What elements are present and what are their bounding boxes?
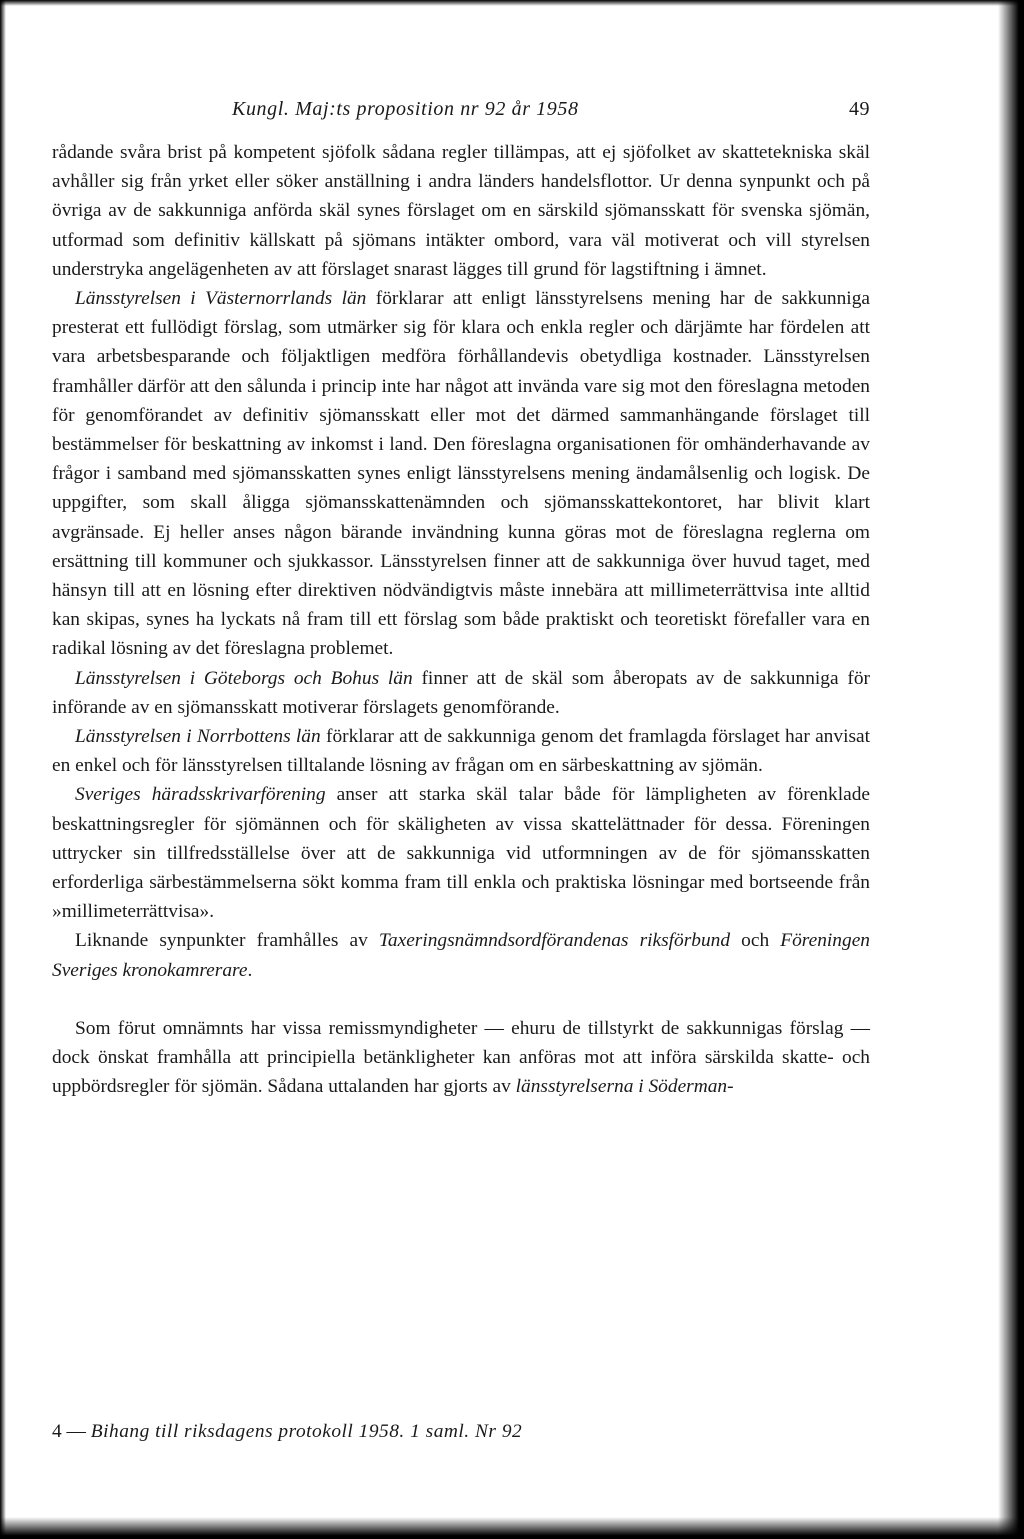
paragraph-lead: Länsstyrelsen i Västernorrlands län: [75, 288, 367, 310]
paragraph-continuation: [52, 138, 870, 284]
paragraph-text: .: [247, 959, 253, 981]
paragraph-vasternorrland: [52, 284, 870, 664]
paragraph-text: Liknande synpunkter framhålles av: [75, 930, 379, 952]
scan-edge-right: [998, 0, 1024, 1539]
paragraph-remissmyndigheter: [52, 1014, 870, 1102]
paragraph-text: anser att starka skäl talar både för lämpligheten av förenklade beskattningsregler för sjömännen och för skäligheten av vissa skattelättnader för dessa. Föreningen uttrycker sin tillfredsställelse över att de sakkunniga vid utformningen av de för sjömansskatten erforderliga särbestämmelserna sökt komma fram till enkla och praktiska lösningar med bortseende från »millimeterrättvisa».: [52, 784, 870, 923]
paragraph-text: förklarar att de sakkunniga genom det framlagda förslaget har anvisat en enkel och för länsstyrelsen tilltalande lösning av frågan om en särbeskattning av sjömän.: [52, 726, 870, 777]
footer-text: Bihang till riksdagens protokoll 1958. 1 saml. Nr 92: [90, 1421, 523, 1442]
body-text: [52, 138, 870, 1102]
page-footer: [52, 1417, 870, 1446]
running-title: Kungl. Maj:ts proposition nr 92 år 1958: [232, 98, 579, 120]
paragraph-text: rådande svåra brist på kompetent sjöfolk sådana regler tillämpas, att ej sjöfolket av skattetekniska skäl avhåller sig från yrket eller söker anställning i andra länders handelsflottor. Ur denna synpunkt och på övriga av de sakkunniga anförda skäl synes förslaget om en särskild sjömansskatt för svenska sjömän, utformad som definitiv källskatt på sjömans intäkter ombord, vara väl motiverat och vill styrelsen understryka angelägenheten av att förslaget snarast lägges till grund för lagstiftning i ämnet.: [52, 142, 870, 280]
paragraph-goteborg: [52, 664, 870, 722]
scan-edge-left: [0, 0, 6, 1539]
paragraph-lead: Sveriges häradsskrivarförening: [75, 784, 326, 806]
scan-edge-bottom: [0, 1517, 1024, 1539]
footer-signature-number: 4: [52, 1421, 62, 1442]
paragraph-liknande: [52, 926, 870, 984]
organization-name: Taxeringsnämndsordförandenas riksförbund: [378, 930, 731, 952]
paragraph-text: finner att de skäl som åberopats av de sakkunniga för införande av en sjömansskatt motiverar förslagets genomförande.: [52, 667, 870, 718]
paragraph-text: förklarar att enligt länsstyrelsens mening har de sakkunniga presterat ett fullödigt förslag, som utmärker sig för klara och enkla regler och därjämte har fördelen att vara arbetsbesparande och följaktligen medföra förhållandevis obetydliga kostnader. Länsstyrelsen framhåller därför att den sålunda i princip inte har något att invända vare sig mot den föreslagna metoden för genomförandet av definitiv sjömansskatt eller mot det därmed sammanhängande förslaget till bestämmelser för beskattning av inkomst i land. Den föreslagna organisationen för omhänderhavande av frågor i samband med sjömansskatten synes enligt länsstyrelsens mening ändamålsenlig och logisk. De uppgifter, som skall åligga sjömansskattenämnden och sjömansskattekontoret, har blivit klart avgränsade. Ej heller anses någon bärande invändning kunna göras mot de föreslagna reglerna om ersättning till kommuner och sjukkassor. Länsstyrelsen finner att de sakkunniga över huvud taget, med hänsyn till att en lösning efter direktiven nödvändigtvis måste innebära att millimeterrättvisa inte alltid kan skipas, synes ha lyckats nå fram till ett förslag som både praktiskt och teoretiskt förefaller vara en radikal lösning av det föreslagna problemet.: [52, 288, 870, 660]
paragraph-lead: Länsstyrelsen i Göteborgs och Bohus län: [75, 667, 413, 689]
page-number: 49: [849, 98, 870, 120]
organization-name: länsstyrelserna i Söderman-: [515, 1076, 734, 1098]
organization-name: Föreningen Sveriges kronokamrerare: [52, 930, 870, 981]
scan-edge-top: [0, 0, 1024, 6]
footer-dash: —: [61, 1421, 91, 1442]
paragraph-haradsskrivarforening: [52, 780, 870, 926]
paragraph-norrbotten: [52, 722, 870, 780]
paragraph-lead: Länsstyrelsen i Norrbottens län: [75, 726, 321, 748]
page-header: [52, 98, 870, 132]
paragraph-text: Som förut omnämnts har vissa remissmyndigheter — ehuru de tillstyrkt de sakkunnigas förslag — dock önskat framhålla att principiella betänkligheter kan anföras mot att införa särskilda skatte- och uppbördsregler för sjömän. Sådana uttalanden har gjorts av: [52, 1017, 870, 1098]
paragraph-text: och: [730, 930, 781, 952]
